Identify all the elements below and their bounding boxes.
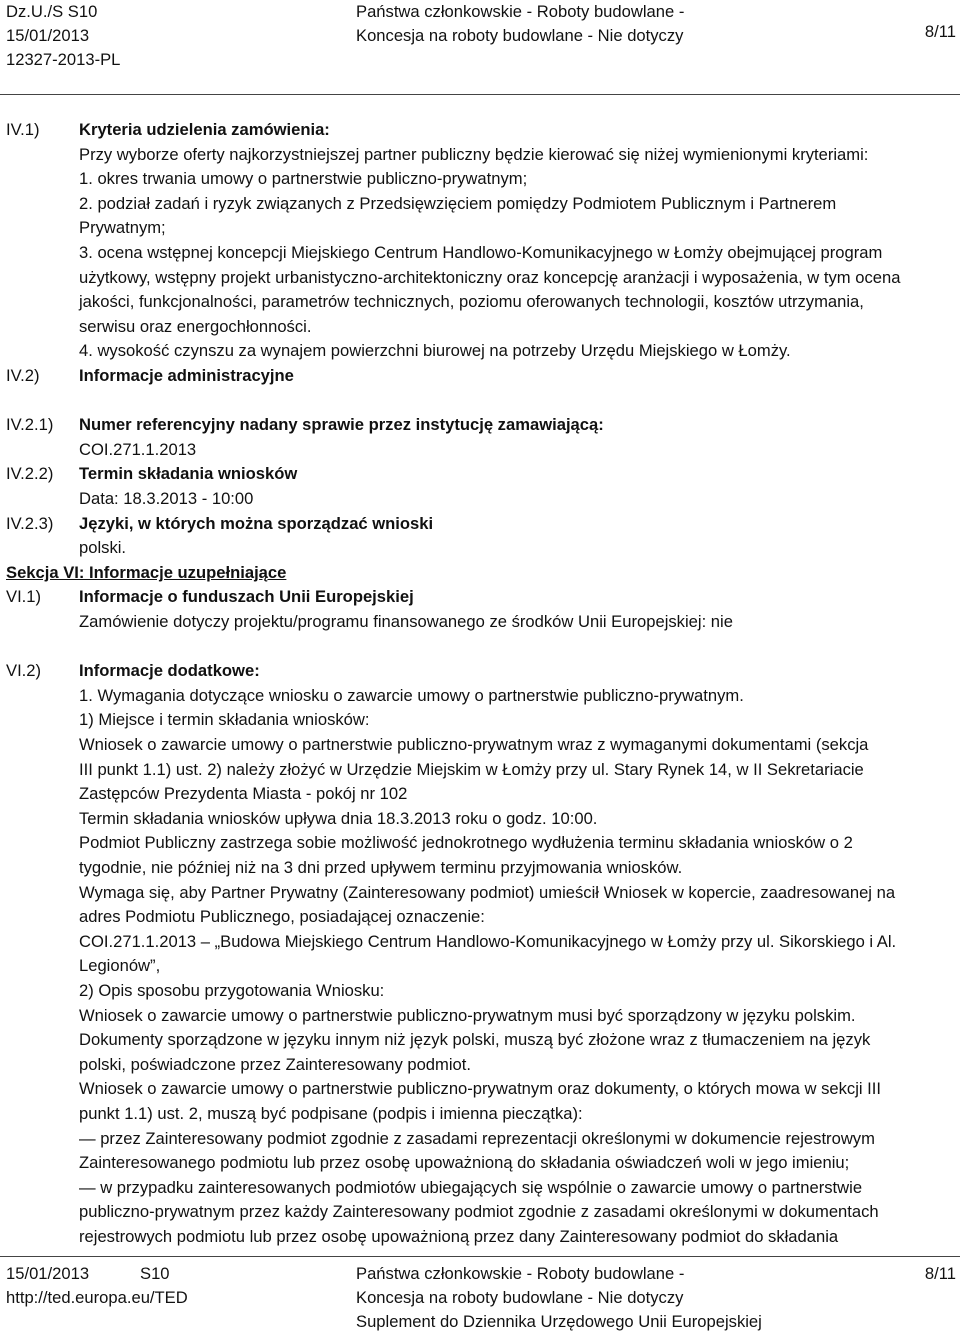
- text-line: COI.271.1.2013 – „Budowa Miejskiego Centrum Handlowo-Komunikacyjnego w Łomży przy ul. Sikorskiego i Al.: [79, 931, 897, 951]
- clause-heading: Informacje administracyjne: [79, 366, 294, 385]
- text-line: Wniosek o zawarcie umowy o partnerstwie publiczno-prywatnym musi być sporządzony w języku polskim.: [79, 1005, 856, 1025]
- text-line: 1. okres trwania umowy o partnerstwie publiczno-prywatnym;: [79, 169, 528, 189]
- notice-number: 12327-2013-PL: [6, 50, 121, 69]
- text-line: Wniosek o zawarcie umowy o partnerstwie publiczno-prywatnym wraz z wymaganymi dokumentami (sekcja: [79, 735, 869, 754]
- text-line: 3. ocena wstępnej koncepcji Miejskiego Centrum Handlowo-Komunikacyjnego w Łomży obejmującej program: [79, 243, 883, 262]
- text-line: punkt 1.1) ust. 2, muszą być podpisane (podpis i imienna pieczątka):: [79, 1104, 583, 1123]
- clause-number: IV.2.3): [6, 513, 54, 533]
- text-line: — przez Zainteresowany podmiot zgodnie z zasadami reprezentacji określonymi w dokumencie rejestrowym: [79, 1128, 875, 1148]
- text-line: Podmiot Publiczny zastrzega sobie możliwość jednokrotnego wydłużenia terminu składania wniosków o 2: [79, 833, 853, 853]
- text-line: Wymaga się, aby Partner Prywatny (Zainteresowany podmiot) umieścił Wniosek w kopercie, zaadresowanej na: [79, 882, 896, 902]
- text-line: Legionów”,: [79, 956, 161, 976]
- text-line: 1) Miejsce i termin składania wniosków:: [79, 710, 370, 730]
- clause-number: IV.2.1): [6, 415, 54, 435]
- text-line: Zamówienie dotyczy projektu/programu finansowanego ze środków Unii Europejskiej: nie: [79, 612, 733, 631]
- footer-category-line2: Koncesja na roboty budowlane - Nie dotyczy: [356, 1288, 684, 1307]
- section-heading: Sekcja VI: Informacje uzupełniające: [6, 562, 287, 582]
- footer-series: S10: [140, 1264, 170, 1283]
- text-line: polski, poświadczone przez Zainteresowany podmiot.: [79, 1054, 471, 1074]
- clause-heading: Kryteria udzielenia zamówienia:: [79, 120, 330, 139]
- text-line: użytkowy, wstępny projekt urbanistyczno-architektoniczny oraz koncepcję aranżacji i wyposażenia, w tym ocena: [79, 267, 901, 287]
- text-line: Dokumenty sporządzone w języku innym niż język polski, muszą być złożone wraz z tłumaczeniem na język: [79, 1030, 871, 1050]
- text-line: Data: 18.3.2013 - 10:00: [79, 489, 254, 508]
- clause-number: IV.2): [6, 366, 40, 385]
- footer-supplement: Suplement do Dziennika Urzędowego Unii Europejskiej: [356, 1312, 762, 1331]
- header-date: 15/01/2013: [6, 26, 90, 45]
- journal-ref: Dz.U./S S10: [6, 2, 98, 21]
- header-page-number: 8/11: [924, 22, 956, 41]
- text-line: — w przypadku zainteresowanych podmiotów ubiegających się wspólnie o zawarcie umowy o partnerstwie: [79, 1177, 863, 1197]
- text-line: polski.: [79, 538, 127, 558]
- clause-heading: Informacje dodatkowe:: [79, 661, 260, 681]
- header-divider: [0, 94, 960, 95]
- text-line: 4. wysokość czynszu za wynajem powierzchni biurowej na potrzeby Urzędu Miejskiego w Łomży.: [79, 341, 791, 361]
- text-line: publiczno-prywatnym przez każdy Zainteresowany podmiot zgodnie z zasadami określonymi w dokumentach: [79, 1202, 879, 1222]
- text-line: III punkt 1.1) ust. 2) należy złożyć w Urzędzie Miejskim w Łomży przy ul. Stary Rynek 14, w II Sekretariacie: [79, 759, 864, 779]
- clause-heading: Języki, w których można sporządzać wnioski: [79, 513, 434, 533]
- text-line: adres Podmiotu Publicznego, posiadającej oznaczenie:: [79, 907, 485, 927]
- clause-heading: Termin składania wniosków: [79, 464, 298, 484]
- text-line: COI.271.1.2013: [79, 439, 197, 459]
- clause-heading: Informacje o funduszach Unii Europejskiej: [79, 587, 414, 607]
- header-center: [356, 0, 684, 48]
- text-line: serwisu oraz energochłonności.: [79, 316, 312, 336]
- clause-number: VI.1): [6, 587, 42, 607]
- header-category-line1: Państwa członkowskie - Roboty budowlane -: [356, 2, 685, 21]
- text-line: Wniosek o zawarcie umowy o partnerstwie publiczno-prywatnym oraz dokumenty, o których mowa w sekcji III: [79, 1079, 882, 1099]
- text-line: 1. Wymagania dotyczące wniosku o zawarcie umowy o partnerstwie publiczno-prywatnym.: [79, 685, 744, 705]
- text-line: Zainteresowanego podmiotu lub przez osobę upoważnioną do składania oświadczeń woli w jego imieniu;: [79, 1153, 850, 1173]
- text-line: tygodnie, nie później niż na 3 dni przed upływem terminu przyjmowania wniosków.: [79, 858, 683, 877]
- clause-number: IV.2.2): [6, 464, 54, 484]
- clause-heading: Numer referencyjny nadany sprawie przez instytucję zamawiającą:: [79, 415, 604, 435]
- page-footer: [0, 1262, 960, 1334]
- text-line: Zastępców Prezydenta Miasta - pokój nr 102: [79, 784, 408, 804]
- text-line: Termin składania wniosków upływa dnia 18.3.2013 roku o godz. 10:00.: [79, 808, 598, 828]
- footer-divider: [0, 1256, 960, 1257]
- text-line: Prywatnym;: [79, 218, 166, 238]
- header-category-line2: Koncesja na roboty budowlane - Nie dotyczy: [356, 26, 684, 45]
- header-left: [6, 0, 120, 72]
- clause-number: VI.2): [6, 661, 42, 681]
- text-line: jakości, funkcjonalności, parametrów technicznych, poziomu oferowanych technologii, kosztów utrzymania,: [79, 292, 864, 312]
- footer-url-link[interactable]: http://ted.europa.eu/TED: [6, 1288, 188, 1307]
- footer-page-number: 8/11: [924, 1264, 956, 1283]
- text-line: rejestrowych podmiotu lub przez osobę upoważnioną przez dany Zainteresowany podmiot do składania: [79, 1227, 839, 1246]
- page-header: [0, 0, 960, 72]
- footer-center: [356, 1262, 684, 1310]
- footer-category-line1: Państwa członkowskie - Roboty budowlane -: [356, 1264, 685, 1283]
- clause-number: IV.1): [6, 120, 40, 139]
- text-line: 2. podział zadań i ryzyk związanych z Przedsięwzięciem pomiędzy Podmiotem Publicznym i Partnerem: [79, 193, 837, 213]
- text-line: 2) Opis sposobu przygotowania Wniosku:: [79, 981, 385, 1000]
- footer-date: 15/01/2013: [6, 1264, 90, 1283]
- text-line: Przy wyborze oferty najkorzystniejszej partner publiczny będzie kierować się niżej wymienionymi kryteriami:: [79, 144, 869, 164]
